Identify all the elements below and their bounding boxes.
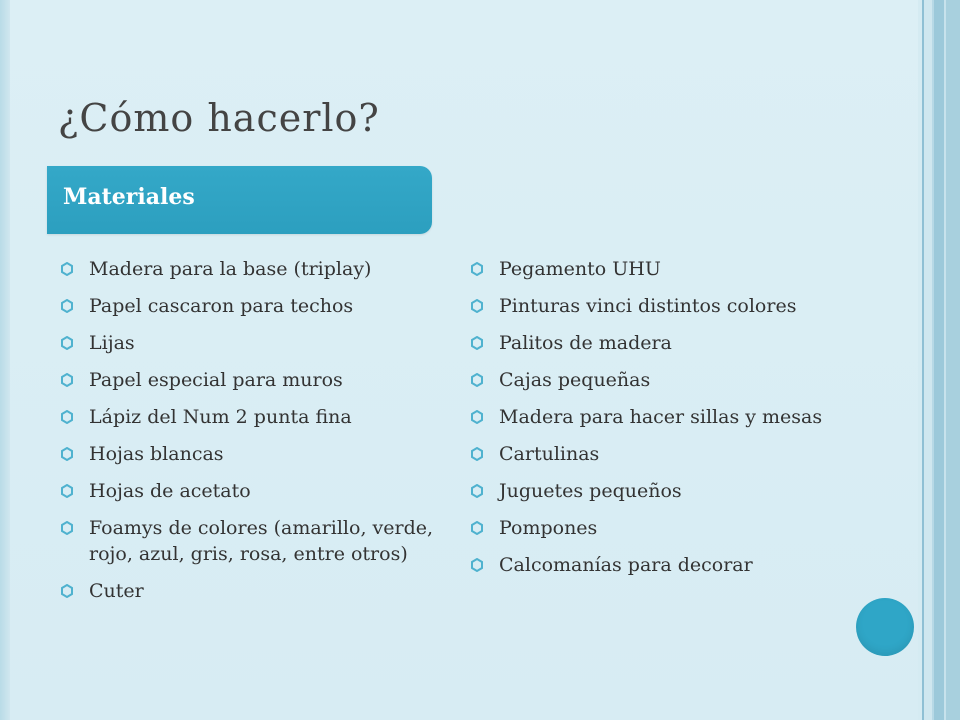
left-materials-list xyxy=(60,256,440,615)
decorative-circle xyxy=(856,598,914,656)
bullet-icon xyxy=(470,410,484,424)
materials-header-text: Materiales xyxy=(63,184,195,210)
slide-title: ¿Cómo hacerlo? xyxy=(58,96,380,140)
list-item xyxy=(60,293,440,319)
list-item-text: Lápiz del Num 2 punta fina xyxy=(89,406,352,428)
list-item xyxy=(60,478,440,504)
list-item xyxy=(470,515,830,541)
bullet-icon xyxy=(60,410,74,424)
list-item xyxy=(60,367,440,393)
list-item-text: Cuter xyxy=(89,580,144,602)
bullet-icon xyxy=(60,447,74,461)
list-item-text: Pinturas vinci distintos colores xyxy=(499,295,797,317)
right-stripe-decoration xyxy=(918,0,960,720)
list-item-text: Lijas xyxy=(89,332,135,354)
bullet-icon xyxy=(60,299,74,313)
list-item-text: Foamys de colores (amarillo, verde, rojo, azul, gris, rosa, entre otros) xyxy=(89,517,434,565)
list-item xyxy=(60,404,440,430)
list-item xyxy=(470,367,830,393)
bullet-icon xyxy=(470,484,484,498)
bullet-icon xyxy=(60,373,74,387)
list-item xyxy=(470,293,830,319)
list-item xyxy=(470,256,830,282)
left-border-decoration xyxy=(0,0,10,720)
list-item xyxy=(60,330,440,356)
list-item-text: Hojas de acetato xyxy=(89,480,251,502)
list-item-text: Pegamento UHU xyxy=(499,258,661,280)
list-item-text: Palitos de madera xyxy=(499,332,672,354)
bullet-icon xyxy=(470,336,484,350)
bullet-icon xyxy=(470,521,484,535)
list-item xyxy=(60,441,440,467)
list-item xyxy=(470,330,830,356)
bullet-icon xyxy=(470,558,484,572)
list-item-text: Papel especial para muros xyxy=(89,369,343,391)
list-item-text: Cartulinas xyxy=(499,443,600,465)
bullet-icon xyxy=(60,521,74,535)
list-item xyxy=(470,404,830,430)
list-item xyxy=(60,515,440,567)
list-item-text: Calcomanías para decorar xyxy=(499,554,753,576)
bullet-icon xyxy=(60,584,74,598)
bullet-icon xyxy=(60,484,74,498)
list-item xyxy=(470,478,830,504)
bullet-icon xyxy=(60,336,74,350)
bullet-icon xyxy=(60,262,74,276)
list-item-text: Juguetes pequeños xyxy=(499,480,682,502)
right-materials-list xyxy=(470,256,830,589)
list-item xyxy=(470,441,830,467)
list-item-text: Madera para la base (triplay) xyxy=(89,258,372,280)
list-item xyxy=(60,256,440,282)
bullet-icon xyxy=(470,447,484,461)
bullet-icon xyxy=(470,373,484,387)
list-item-text: Cajas pequeñas xyxy=(499,369,651,391)
list-item-text: Madera para hacer sillas y mesas xyxy=(499,406,823,428)
bullet-icon xyxy=(470,299,484,313)
bullet-icon xyxy=(470,262,484,276)
materials-header-bar xyxy=(47,166,432,234)
list-item-text: Pompones xyxy=(499,517,598,539)
list-item xyxy=(60,578,440,604)
list-item xyxy=(470,552,830,578)
list-item-text: Hojas blancas xyxy=(89,443,224,465)
list-item-text: Papel cascaron para techos xyxy=(89,295,354,317)
